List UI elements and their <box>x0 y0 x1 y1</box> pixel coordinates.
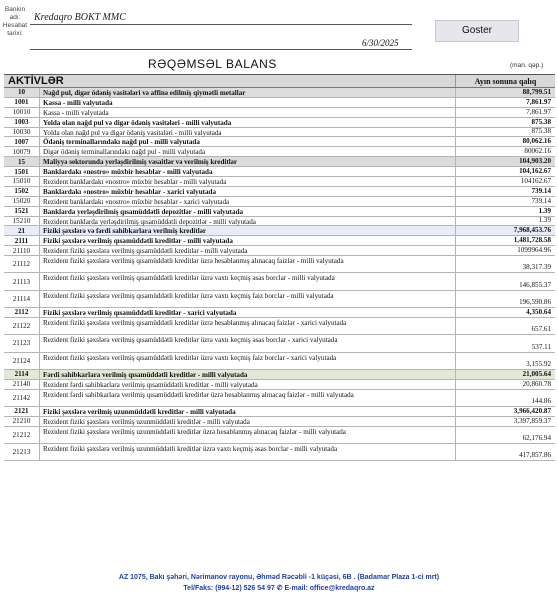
table-row <box>4 370 555 380</box>
balance-table <box>4 74 555 461</box>
table-row <box>4 207 555 217</box>
account-balance: 875.38 <box>455 128 555 137</box>
account-balance: 104,903.20 <box>455 157 555 166</box>
account-description: Rezident fərdi sahibkarlara verilmiş qısamüddətli kreditlər - milli valyutada <box>43 380 258 389</box>
footer-address: AZ 1075, Bakı şəhəri, Nərimanov rayonu, Əhməd Rəcəbli -1 küçəsi, 6B . (Badamar Plaza 1-ci mrt) <box>118 574 440 581</box>
table-row <box>4 157 555 167</box>
table-row <box>4 427 555 444</box>
account-description: Kassa - milli valyutada <box>43 98 113 107</box>
account-description: Digər ödəniş terminallarındakı nağd pul - milli valyutada <box>43 148 206 157</box>
account-code: 1007 <box>4 137 40 146</box>
account-balance: 21,005.64 <box>455 370 555 379</box>
account-code: 1521 <box>4 207 40 216</box>
account-balance: 20,860.78 <box>455 380 555 389</box>
account-balance: 3,155.92 <box>455 353 555 369</box>
bank-label-line: adı: <box>9 14 21 21</box>
account-balance: 4,350.64 <box>455 308 555 317</box>
account-code: 2121 <box>4 407 40 416</box>
account-description: Rezident fiziki şəxslərə verilmiş qısamüddətli kreditlər üzrə vaxtı keçmiş əsas borclar - milli valyutada <box>43 274 335 283</box>
account-balance: 80062.16 <box>455 147 555 156</box>
account-balance: 1.39 <box>455 217 555 226</box>
divider <box>30 24 412 25</box>
account-description: Rezident fiziki şəxslərə verilmiş uzunmüddətli kreditlər - milli valyutada <box>43 417 250 426</box>
account-balance: 3,397,859.37 <box>455 417 555 426</box>
account-description: Nağd pul, digər ödəniş vasitələri və affinə edilmiş qiymətli metallar <box>43 89 246 97</box>
account-description: Rezident fərdi sahibkarlara verilmiş qısamüddətli kreditlər üzrə hesablanmış alınacaq faizlər - milli valyutada <box>43 390 354 399</box>
account-code: 10010 <box>4 108 40 117</box>
table-row <box>4 226 555 236</box>
table-row <box>4 335 555 352</box>
account-balance: 88,799.51 <box>455 88 555 97</box>
account-balance: 7,861.97 <box>455 98 555 107</box>
account-balance: 104162.67 <box>455 177 555 186</box>
account-description: Rezident banklardakı «nostro» müxbir hesablar - milli valyutada <box>43 178 227 187</box>
account-code: 1501 <box>4 167 40 176</box>
account-balance: 3,966,420.87 <box>455 407 555 416</box>
account-code: 15020 <box>4 197 40 206</box>
account-balance: 739.14 <box>455 187 555 196</box>
account-code: 21124 <box>4 353 40 369</box>
account-balance: 80,062.16 <box>455 137 555 146</box>
report-date: 6/30/2025 <box>362 38 399 48</box>
bank-field-labels <box>2 6 28 38</box>
account-description: Ödəniş terminallarındakı nağd pul - milli valyutada <box>43 138 200 147</box>
account-code: 1003 <box>4 118 40 127</box>
account-code: 2114 <box>4 370 40 379</box>
account-balance: 104,162.67 <box>455 167 555 176</box>
table-row <box>4 390 555 407</box>
account-description: Fiziki şəxslərə və fərdi sahibkarlara verilmiş kreditlər <box>43 227 206 236</box>
account-description: Yolda olan nağd pul və digər ödəniş vasitələri - milli valyutada <box>43 128 222 137</box>
account-description: Rezident fiziki şəxslərə verilmiş uzunmüddətli kreditlər üzrə hesablanmış alınacaq faizlər - milli valyutada <box>43 427 346 436</box>
account-code: 21113 <box>4 273 40 289</box>
account-description: Rezident fiziki şəxslərə verilmiş qısamüddətli kreditlər üzrə vaxtı keçmiş əsas borclar - xarici valyutada <box>43 336 338 345</box>
divider <box>30 49 412 50</box>
account-balance: 38,317.39 <box>455 256 555 272</box>
account-code: 2112 <box>4 308 40 317</box>
account-balance: 739.14 <box>455 197 555 206</box>
account-balance: 62,176.94 <box>455 427 555 443</box>
account-code: 15010 <box>4 177 40 186</box>
table-row <box>4 273 555 290</box>
table-body <box>4 88 555 461</box>
section-header: AKTİVLƏR <box>8 75 64 87</box>
account-balance: 1,481,728.58 <box>455 236 555 245</box>
table-row <box>4 380 555 390</box>
table-row <box>4 128 555 138</box>
table-row <box>4 417 555 427</box>
table-row <box>4 318 555 335</box>
account-balance: 537.11 <box>455 335 555 351</box>
account-description: Rezident fiziki şəxslərə verilmiş qısamüddətli kreditlər üzrə vaxtı keçmiş faiz borclar - xarici valyutada <box>43 353 337 362</box>
table-row <box>4 291 555 308</box>
page-title: RƏQƏMSƏL BALANS <box>148 57 278 71</box>
table-row <box>4 88 555 98</box>
account-description: Banklardakı «nostro» müxbir hesablar - milli valyutada <box>43 168 213 177</box>
table-row <box>4 353 555 370</box>
table-row <box>4 118 555 128</box>
table-row <box>4 407 555 417</box>
account-description: Rezident banklarda yerləşdirilmiş qısamüddətli depozitlər - milli valyutada <box>43 217 256 226</box>
table-row <box>4 147 555 157</box>
account-balance: 196,590.86 <box>455 291 555 307</box>
account-code: 21114 <box>4 291 40 307</box>
table-row <box>4 246 555 256</box>
account-description: Maliyyə sektorunda yerləşdirilmiş vəsaitlər və verilmiş kreditlər <box>43 158 237 167</box>
table-row <box>4 444 555 461</box>
table-row <box>4 108 555 118</box>
bank-name: Kredaqro BOKT MMC <box>34 12 126 23</box>
table-row <box>4 98 555 108</box>
account-balance: 7,861.97 <box>455 108 555 117</box>
account-balance: 1.39 <box>455 207 555 216</box>
account-description: Rezident fiziki şəxslərə verilmiş qısamüddətli kreditlər üzrə vaxtı keçmiş faiz borclar - milli valyutada <box>43 291 334 300</box>
table-row <box>4 187 555 197</box>
account-code: 21110 <box>4 246 40 255</box>
account-balance: 7,968,453.76 <box>455 226 555 235</box>
account-code: 15 <box>4 157 40 166</box>
account-description: Rezident banklardakı «nostro» müxbir hesablar - xarici valyutada <box>43 197 230 206</box>
bank-label-line: Bankın <box>4 6 26 13</box>
report-header <box>0 0 558 52</box>
bank-label-line: tarixi: <box>7 30 23 37</box>
table-row <box>4 256 555 273</box>
footer-contact: Tel/Faks: (994-12) 526 54 97 ✆ E-mail: office@kredaqro.az <box>183 585 375 592</box>
account-code: 21140 <box>4 380 40 389</box>
account-description: Rezident fiziki şəxslərə verilmiş uzunmüddətli kreditlər üzrə vaxtı keçmiş əsas borclar - milli valyutada <box>43 444 338 453</box>
account-code: 10 <box>4 88 40 97</box>
account-description: Rezident fiziki şəxslərə verilmiş qısamüddətli kreditlər - milli valyutada <box>43 247 248 256</box>
account-code: 2111 <box>4 236 40 245</box>
account-code: 21213 <box>4 444 40 460</box>
table-row <box>4 217 555 227</box>
account-code: 10030 <box>4 128 40 137</box>
table-header <box>4 74 555 88</box>
account-balance: 146,855.37 <box>455 273 555 289</box>
account-code: 1502 <box>4 187 40 196</box>
account-description: Fiziki şəxslərə verilmiş uzunmüddətli kreditlər - milli valyutada <box>43 407 236 416</box>
value-column-header: Ayın sonuna qalıq <box>455 75 555 87</box>
account-balance: 657.61 <box>455 318 555 334</box>
account-description: Rezident fiziki şəxslərə verilmiş qısamüddətli kreditlər üzrə hesablanmış alınacaq faizlər - xarici valyutada <box>43 318 347 327</box>
account-code: 21212 <box>4 427 40 443</box>
account-code: 21123 <box>4 335 40 351</box>
account-description: Fiziki şəxslərə verilmiş qısamüddətli kreditlər - milli valyutada <box>43 237 233 246</box>
table-row <box>4 236 555 246</box>
account-code: 10079 <box>4 147 40 156</box>
table-row <box>4 308 555 318</box>
account-balance: 875.38 <box>455 118 555 127</box>
account-code: 21210 <box>4 417 40 426</box>
table-row <box>4 167 555 177</box>
table-row <box>4 137 555 147</box>
account-code: 1001 <box>4 98 40 107</box>
account-description: Kassa - milli valyutada <box>43 108 109 117</box>
account-description: Banklarda yerləşdirilmiş qısamüddətli depozitlər - milli valyutada <box>43 207 244 216</box>
account-balance: 417,857.86 <box>455 444 555 460</box>
account-code: 21112 <box>4 256 40 272</box>
bank-label-line: Hesabat <box>2 22 28 29</box>
account-description: Banklardakı «nostro» müxbir hesablar - xarici valyutada <box>43 187 217 196</box>
currency-note: (man. qəp.) <box>510 62 544 69</box>
footer <box>0 572 558 594</box>
account-balance: 1099964.96 <box>455 246 555 255</box>
show-button[interactable]: Goster <box>435 20 519 42</box>
account-description: Fərdi sahibkarlara verilmiş qısamüddətli kreditlər - milli valyutada <box>43 370 248 379</box>
account-code: 21 <box>4 226 40 235</box>
account-description: Rezident fiziki şəxslərə verilmiş qısamüddətli kreditlər üzrə hesablanmış alınacaq faizlər - milli valyutada <box>43 257 344 266</box>
table-row <box>4 177 555 187</box>
account-description: Fiziki şəxslərə verilmiş qısamüddətli kreditlər - xarici valyutada <box>43 309 237 318</box>
account-description: Yolda olan nağd pul və digər ödəniş vasitələri - milli valyutada <box>43 118 232 127</box>
table-row <box>4 197 555 207</box>
account-code: 15210 <box>4 217 40 226</box>
account-balance: 144.86 <box>455 390 555 406</box>
account-code: 21122 <box>4 318 40 334</box>
account-code: 21142 <box>4 390 40 406</box>
